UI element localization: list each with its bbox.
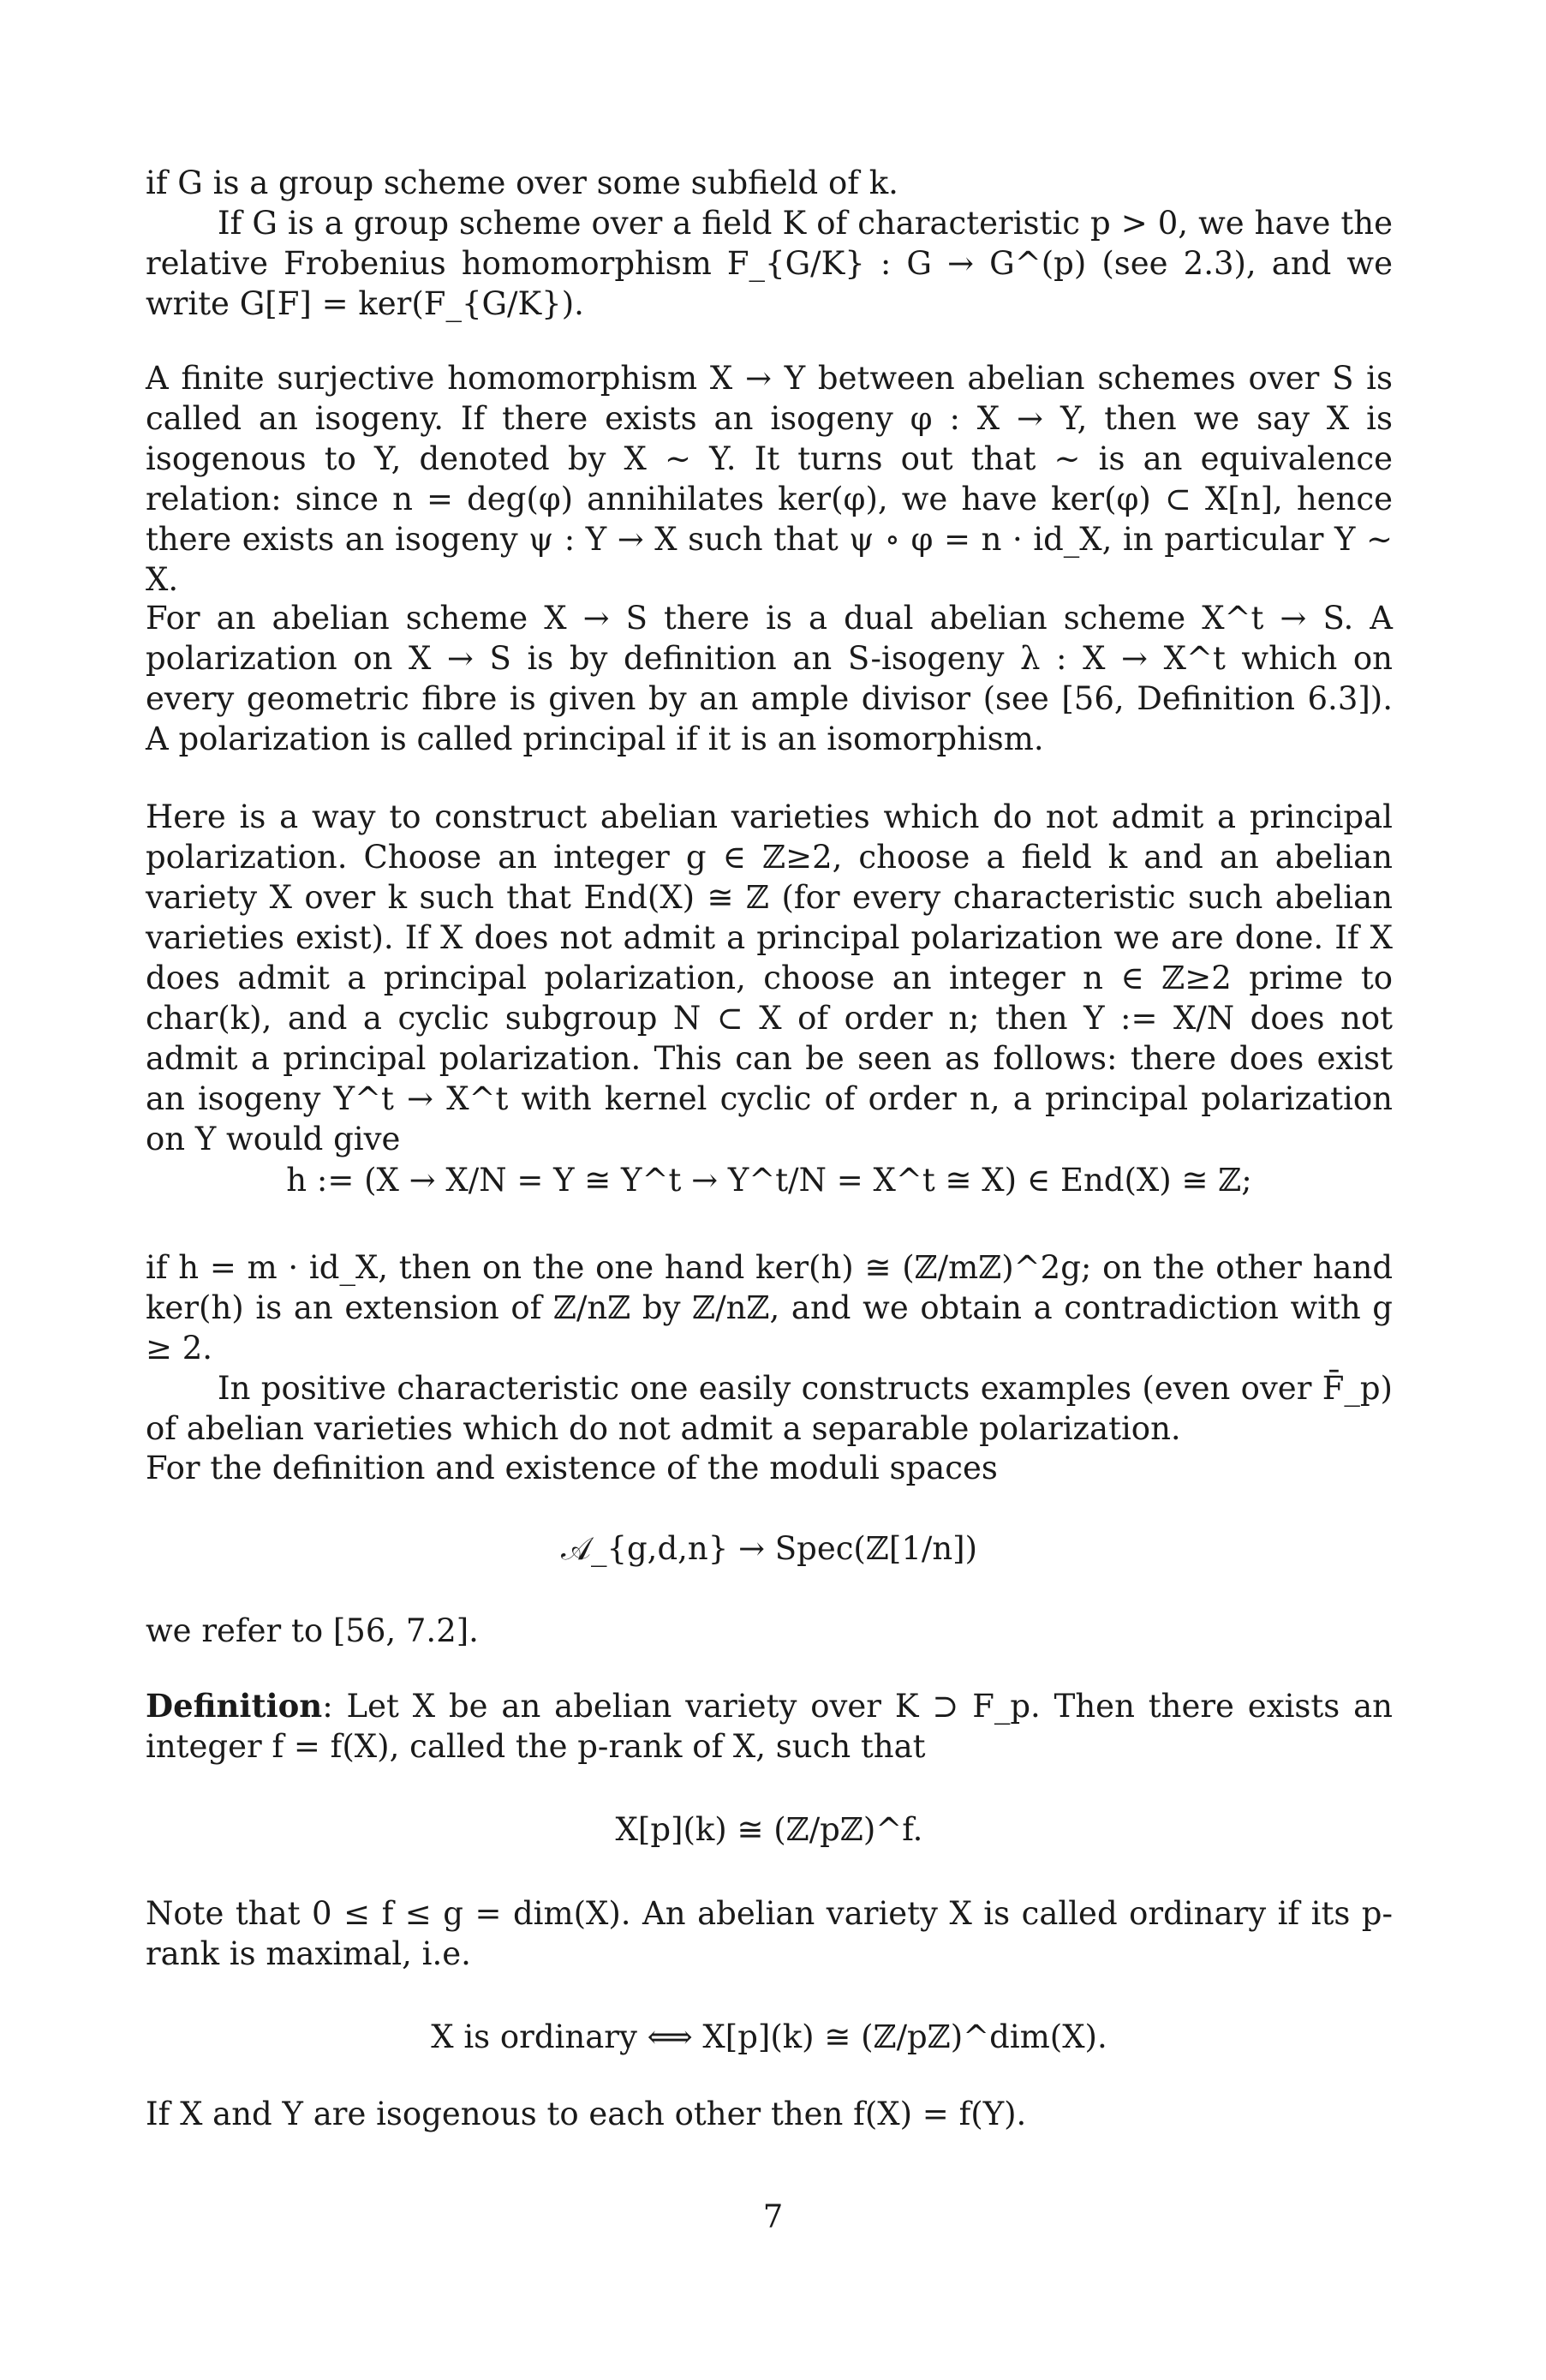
display-equation-h: h := (X → X/N = Y ≅ Y^t → Y^t/N = X^t ≅ X) ∈ End(X) ≅ ℤ; bbox=[286, 1162, 1252, 1199]
text-line: if G is a group scheme over some subfield of k. bbox=[146, 164, 898, 201]
paragraph-group-scheme bbox=[146, 163, 1393, 324]
paragraph-ordinary: Note that 0 ≤ f ≤ g = dim(X). An abelian variety X is called ordinary if its p-rank is maximal, i.e. bbox=[146, 1895, 1393, 1972]
display-equation-ordinary: X is ordinary ⟺ X[p](k) ≅ (ℤ/pℤ)^dim(X). bbox=[431, 2018, 1107, 2055]
text-isogenous-prank: If X and Y are isogenous to each other then f(X) = f(Y). bbox=[146, 2096, 1027, 2132]
page-number: 7 bbox=[762, 2198, 784, 2235]
paragraph-polarization: For an abelian scheme X → S there is a dual abelian scheme X^t → S. A polarization on X → S is by definition an S-isogeny λ : X → X^t which on every geometric fibre is given by an ample divisor (see [56, Definition 6.3]). A polarization is called principal if it is an isomorphism. bbox=[146, 600, 1393, 757]
paragraph-construction: Here is a way to construct abelian varieties which do not admit a principal polarization. Choose an integer g ∈ ℤ≥2, choose a field k and an abelian variety X over k such that End(X) ≅ ℤ (for every characteristic such abelian varieties exist). If X does not admit a principal polarization we are done. If X does admit a principal polarization, choose an integer n ∈ ℤ≥2 prime to char(k), and a cyclic subgroup N ⊂ X of order n; then Y := X/N does not admit a principal polarization. This can be seen as follows: there does exist an isogeny Y^t → X^t with kernel cyclic of order n, a principal polarization on Y would give bbox=[146, 798, 1393, 1157]
display-equation-moduli: 𝒜_{g,d,n} → Spec(ℤ[1/n]) bbox=[560, 1530, 978, 1567]
definition-label: Definition bbox=[146, 1687, 323, 1725]
text-moduli-intro: For the definition and existence of the moduli spaces bbox=[146, 1450, 998, 1486]
text-positive-characteristic: In positive characteristic one easily constructs examples (even over F̄_p) of abelian varieties which do not admit a separable polarization. bbox=[146, 1370, 1393, 1447]
paragraph-isogeny: A finite surjective homomorphism X → Y between abelian schemes over S is called an isogeny. If there exists an isogeny φ : X → Y, then we say X is isogenous to Y, denoted by X ∼ Y. It turns out that ∼ is an equivalence relation: since n = deg(φ) annihilates ker(φ), we have ker(φ) ⊂ X[n], hence there exists an isogeny ψ : Y → X such that ψ ∘ φ = n · id_X, in particular Y ∼ X. bbox=[146, 360, 1393, 598]
paragraph-definition bbox=[146, 1686, 1393, 1767]
display-equation-prank: X[p](k) ≅ (ℤ/pℤ)^f. bbox=[615, 1811, 923, 1848]
text-reference: we refer to [56, 7.2]. bbox=[146, 1612, 479, 1649]
paragraph-contradiction bbox=[146, 1247, 1393, 1449]
text-contradiction: if h = m · id_X, then on the one hand ker(h) ≅ (ℤ/mℤ)^2g; on the other hand ker(h) is an extension of ℤ/nℤ by ℤ/nℤ, and we obtain a contradiction with g ≥ 2. bbox=[146, 1249, 1393, 1366]
definition-text: : Let X be an abelian variety over K ⊃ F_p. Then there exists an integer f = f(X), called the p-rank of X, such that bbox=[146, 1688, 1393, 1765]
paragraph-frobenius: If G is a group scheme over a field K of characteristic p > 0, we have the relative Frobenius homomorphism F_{G/K} : G → G^(p) (see 2.3), and we write G[F] = ker(F_{G/K}). bbox=[146, 205, 1393, 322]
